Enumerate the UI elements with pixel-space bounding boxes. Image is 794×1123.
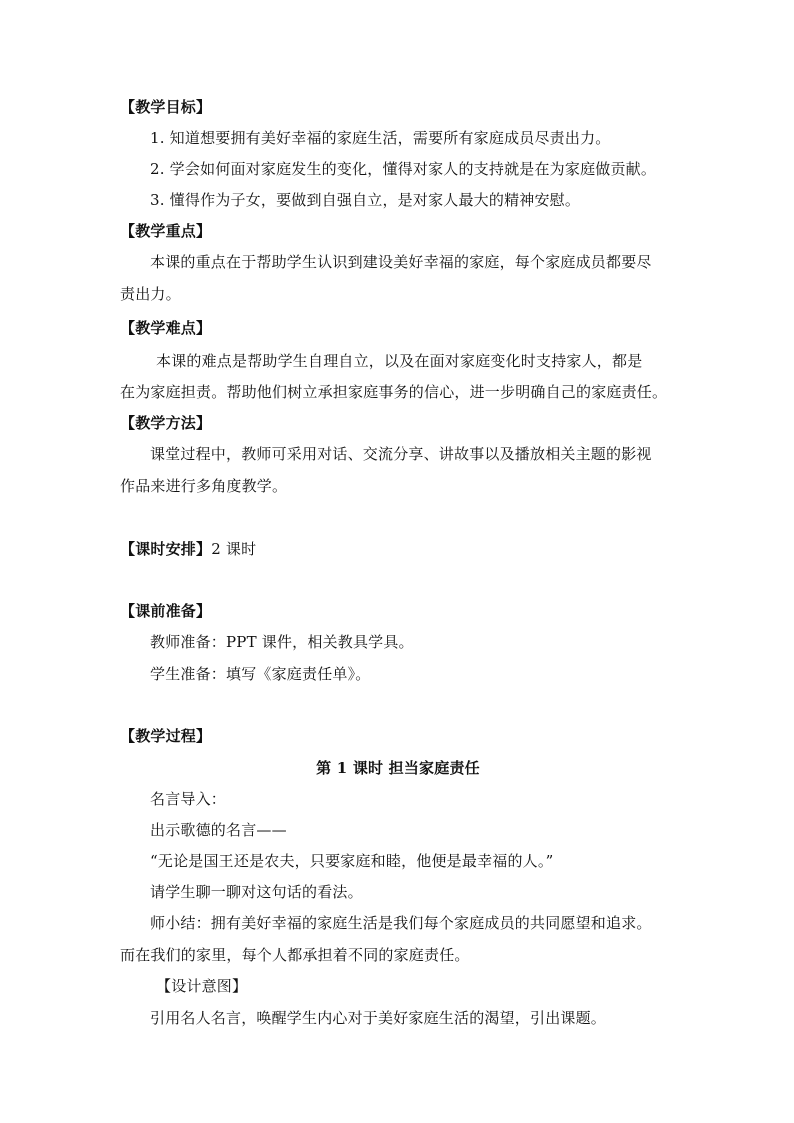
lesson-title: 第 1 课时 担当家庭责任 <box>316 759 480 777</box>
design-intent-text: 引用名人名言，唤醒学生内心对于美好家庭生活的渴望，引出课题。 <box>150 1009 607 1027</box>
methods-line-2: 作品来进行多角度教学。 <box>120 477 288 495</box>
schedule-heading: 【课时安排】 <box>120 540 212 558</box>
process-line-5: 师小结：拥有美好幸福的家庭生活是我们每个家庭成员的共同愿望和追求。 <box>150 914 652 932</box>
design-intent-heading: 【设计意图】 <box>156 977 248 995</box>
objectives-heading: 【教学目标】 <box>120 98 212 116</box>
process-line-1: 名言导入： <box>150 790 227 808</box>
process-heading: 【教学过程】 <box>120 727 212 745</box>
methods-heading: 【教学方法】 <box>120 414 212 432</box>
difficulties-line-1: 本课的难点是帮助学生自理自立，以及在面对家庭变化时支持家人，都是 <box>156 352 643 370</box>
student-preparation: 学生准备：填写《家庭责任单》。 <box>150 665 371 683</box>
teacher-preparation: 教师准备：PPT 课件，相关教具学具。 <box>150 633 414 651</box>
process-line-4: 请学生聊一聊对这句话的看法。 <box>150 883 363 901</box>
process-line-6: 而在我们的家里，每个人都承担着不同的家庭责任。 <box>120 946 470 964</box>
objective-item-3: 3. 懂得作为子女，要做到自强自立，是对家人最大的精神安慰。 <box>150 191 581 209</box>
objective-item-1: 1. 知道想要拥有美好幸福的家庭生活，需要所有家庭成员尽责出力。 <box>150 129 611 147</box>
difficulties-heading: 【教学难点】 <box>120 319 212 337</box>
key-points-line-2: 责出力。 <box>120 285 181 303</box>
methods-line-1: 课堂过程中，教师可采用对话、交流分享、讲故事以及播放相关主题的影视 <box>150 445 652 463</box>
schedule-value: 2 课时 <box>211 540 257 558</box>
key-points-line-1: 本课的重点在于帮助学生认识到建设美好幸福的家庭，每个家庭成员都要尽 <box>150 253 652 271</box>
key-points-heading: 【教学重点】 <box>120 222 212 240</box>
preparation-heading: 【课前准备】 <box>120 602 212 620</box>
schedule-row <box>120 539 256 559</box>
objective-item-2: 2. 学会如何面对家庭发生的变化，懂得对家人的支持就是在为家庭做贡献。 <box>150 160 657 178</box>
goethe-quote: “无论是国王还是农夫，只要家庭和睦，他便是最幸福的人。” <box>150 852 554 870</box>
process-line-2: 出示歌德的名言—— <box>150 821 287 839</box>
difficulties-line-2: 在为家庭担责。帮助他们树立承担家庭事务的信心，进一步明确自己的家庭责任。 <box>120 383 668 401</box>
